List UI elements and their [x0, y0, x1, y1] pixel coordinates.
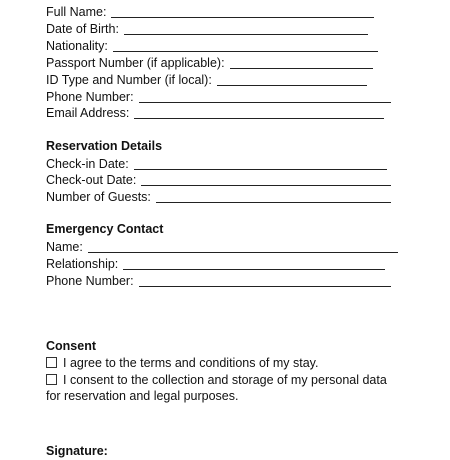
terms-text: I agree to the terms and conditions of my stay. — [63, 356, 319, 370]
email-label: Email Address: — [46, 106, 130, 120]
phone-field[interactable] — [139, 90, 391, 103]
full-name-label: Full Name: — [46, 5, 107, 19]
consent-heading: Consent — [46, 339, 96, 353]
nationality-row — [46, 37, 378, 54]
checkin-row — [46, 155, 387, 172]
checkout-label: Check-out Date: — [46, 173, 137, 187]
checkin-label: Check-in Date: — [46, 157, 129, 171]
emergency-phone-field[interactable] — [139, 274, 391, 287]
consent-item-data — [46, 372, 387, 389]
phone-label: Phone Number: — [46, 90, 134, 104]
data-consent-checkbox[interactable] — [46, 374, 57, 385]
signature-heading: Signature: — [46, 444, 108, 458]
email-row — [46, 104, 384, 121]
consent-item-data-continued — [46, 388, 238, 405]
data-consent-text-line1: I consent to the collection and storage of my personal data — [63, 373, 387, 387]
emergency-name-label: Name: — [46, 240, 83, 254]
id-label: ID Type and Number (if local): — [46, 73, 212, 87]
consent-item-terms — [46, 355, 318, 372]
relationship-label: Relationship: — [46, 257, 119, 271]
dob-field[interactable] — [124, 22, 368, 35]
dob-row — [46, 20, 368, 37]
checkout-row — [46, 171, 391, 188]
id-row — [46, 71, 367, 88]
full-name-field[interactable] — [111, 5, 374, 18]
guests-field[interactable] — [156, 190, 391, 203]
id-field[interactable] — [217, 73, 367, 86]
passport-label: Passport Number (if applicable): — [46, 56, 225, 70]
relationship-row — [46, 255, 385, 272]
reservation-heading: Reservation Details — [46, 139, 163, 153]
full-name-row — [46, 3, 374, 20]
nationality-field[interactable] — [113, 39, 378, 52]
emergency-name-field[interactable] — [88, 240, 398, 253]
data-consent-text-line2: for reservation and legal purposes. — [46, 389, 239, 403]
dob-label: Date of Birth: — [46, 22, 119, 36]
guests-label: Number of Guests: — [46, 190, 151, 204]
terms-checkbox[interactable] — [46, 357, 57, 368]
emergency-phone-row — [46, 272, 391, 289]
relationship-field[interactable] — [123, 257, 385, 270]
emergency-name-row — [46, 238, 398, 255]
guests-row — [46, 188, 391, 205]
passport-field[interactable] — [230, 56, 373, 69]
passport-row — [46, 54, 373, 71]
nationality-label: Nationality: — [46, 39, 108, 53]
phone-row — [46, 88, 391, 105]
registration-form — [46, 0, 406, 458]
email-field[interactable] — [134, 106, 384, 119]
emergency-heading: Emergency Contact — [46, 222, 164, 236]
checkout-field[interactable] — [141, 173, 391, 186]
emergency-phone-label: Phone Number: — [46, 274, 134, 288]
checkin-field[interactable] — [134, 157, 387, 170]
